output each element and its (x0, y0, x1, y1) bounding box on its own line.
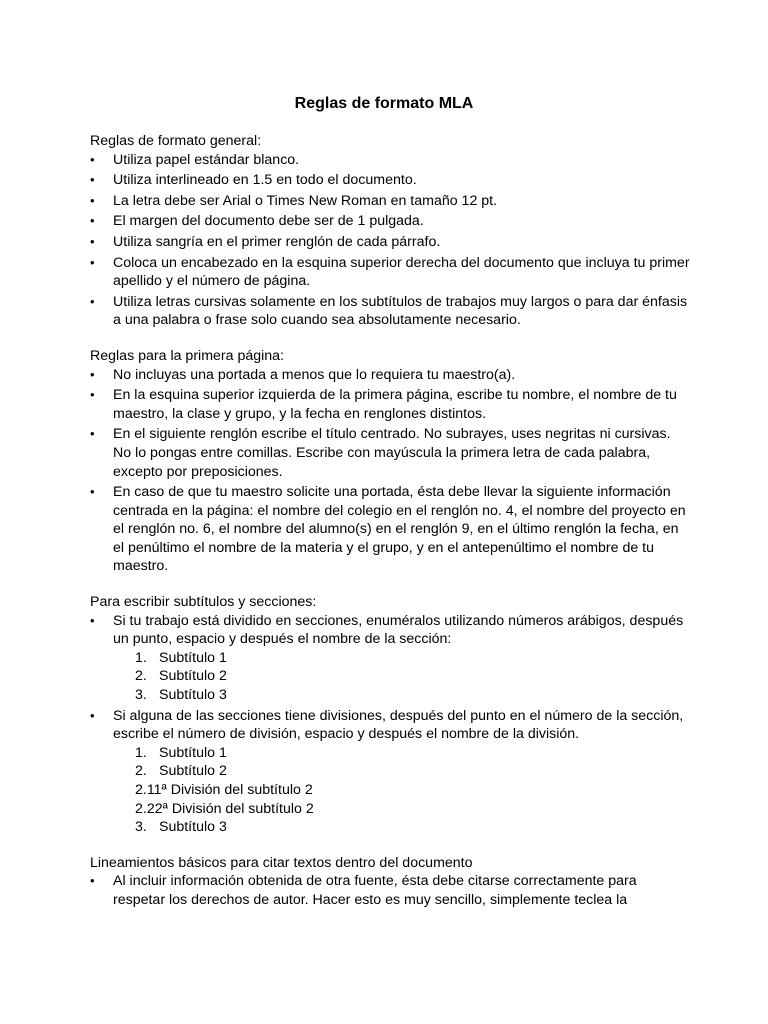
list-item (90, 293, 690, 330)
section-heading: Reglas de formato general: (90, 133, 262, 149)
list-item-text: Si alguna de las secciones tiene divisiones, después del punto en el número de la sección, escribe el número de división, espacio y después el nombre de la división. (113, 707, 684, 743)
list-item (90, 872, 690, 909)
item-text: Subtítulo 3 (159, 687, 227, 704)
item-number: 2.2 (135, 800, 155, 817)
bullet-icon: • (90, 151, 95, 167)
bullet-icon: • (90, 293, 95, 309)
item-text: Subtítulo 2 (159, 763, 227, 780)
bullet-icon: • (90, 254, 95, 270)
list-item-text: Coloca un encabezado en la esquina superior derecha del documento que incluya tu primer apellido y el número de página. (113, 254, 690, 290)
item-number: 1. (135, 649, 147, 666)
numbered-item (135, 818, 690, 837)
numbered-item (135, 649, 690, 668)
item-number: 2. (135, 668, 147, 685)
item-number: 2.1 (135, 782, 154, 798)
list-item-text: En el siguiente renglón escribe el título centrado. No subrayes, uses negritas ni cursivas. No lo pongas entre comillas. Escribe con mayúscula la primera letra de cada palabra, excepto por preposiciones. (113, 426, 671, 480)
list-item (90, 707, 690, 837)
list-item-text: Al incluir información obtenida de otra fuente, ésta debe citarse correctamente para respetar los derechos de autor. Hacer esto es muy sencillo, simplemente teclea la (113, 873, 637, 908)
list-item-text: No incluyas una portada a menos que lo requiera tu maestro(a). (113, 366, 516, 383)
section-heading: Lineamientos básicos para citar textos dentro del documento (90, 854, 473, 871)
list-item-text: Utiliza letras cursivas solamente en los subtítulos de trabajos muy largos o para dar énfasis a una palabra o frase solo cuando sea absolutamente necesario. (113, 293, 688, 329)
item-text: 2ª División del subtítulo 2 (154, 800, 314, 817)
list-item (90, 366, 690, 385)
bullet-icon: • (90, 387, 95, 403)
section-first-page (90, 347, 690, 576)
numbered-item (135, 800, 690, 819)
item-text: Subtítulo 2 (159, 668, 227, 685)
bullet-icon: • (90, 426, 95, 442)
list-item (90, 386, 690, 423)
list-item (90, 254, 690, 291)
list-item-text: En caso de que tu maestro solicite una portada, ésta debe llevar la siguiente información centrada en la página: el nombre del colegio en el renglón no. 4, el nombre del proyecto en el renglón no. 6, el nombre del alumno(s) en el renglón 9, en el último renglón la fecha, en el penúltimo el nombre de la materia y el grupo, y en el antepenúltimo el nombre de tu maestro. (113, 484, 686, 575)
bullet-icon: • (90, 366, 95, 382)
list-item (90, 192, 690, 211)
item-text: 1ª División del subtítulo 2 (153, 782, 313, 798)
item-number: 3. (135, 687, 147, 704)
numbered-item (135, 667, 690, 686)
bullet-icon: • (90, 612, 95, 628)
bullet-list (90, 612, 690, 837)
bullet-icon: • (90, 192, 95, 208)
numbered-item (135, 744, 690, 763)
bullet-icon: • (90, 233, 95, 249)
numbered-item (135, 762, 690, 781)
numbered-list (113, 649, 690, 705)
item-number: 2. (135, 763, 147, 780)
list-item (90, 612, 690, 705)
bullet-list (90, 872, 690, 909)
item-number: 1. (135, 744, 147, 761)
list-item (90, 425, 690, 481)
list-item-text: Si tu trabajo está dividido en secciones, enuméralos utilizando números arábigos, después un punto, espacio y después el nombre de la sección: (113, 612, 684, 648)
section-citations (90, 854, 690, 910)
list-item (90, 212, 690, 231)
section-general (90, 132, 690, 330)
document-title: Reglas de formato MLA (294, 95, 474, 112)
bullet-list (90, 366, 690, 577)
item-text: Subtítulo 1 (159, 649, 227, 666)
item-text: Subtítulo 1 (159, 744, 227, 761)
list-item-text: Utiliza sangría en el primer renglón de cada párrafo. (113, 233, 441, 250)
bullet-list (90, 151, 690, 330)
bullet-icon: • (90, 707, 95, 723)
numbered-item (135, 686, 690, 705)
list-item-text: Utiliza papel estándar blanco. (113, 151, 300, 168)
bullet-icon: • (90, 172, 95, 188)
bullet-icon: • (90, 213, 95, 229)
numbered-item (135, 781, 690, 800)
list-item-text: Utiliza interlineado en 1.5 en todo el documento. (113, 172, 417, 189)
section-heading: Reglas para la primera página: (90, 347, 285, 364)
list-item-text: En la esquina superior izquierda de la primera página, escribe tu nombre, el nombre de tu maestro, la clase y grupo, y la fecha en renglones distintos. (113, 387, 677, 422)
section-subtitles (90, 593, 690, 837)
document-body (90, 132, 690, 927)
list-item (90, 151, 690, 170)
list-item (90, 233, 690, 252)
list-item-text: El margen del documento debe ser de 1 pulgada. (113, 213, 424, 230)
bullet-icon: • (90, 873, 95, 889)
list-item (90, 483, 690, 576)
item-number: 3. (135, 819, 147, 836)
list-item-text: La letra debe ser Arial o Times New Roman en tamaño 12 pt. (113, 192, 498, 209)
numbered-list (113, 744, 690, 837)
section-heading: Para escribir subtítulos y secciones: (90, 594, 317, 611)
list-item (90, 171, 690, 190)
bullet-icon: • (90, 484, 95, 500)
item-text: Subtítulo 3 (159, 819, 227, 836)
